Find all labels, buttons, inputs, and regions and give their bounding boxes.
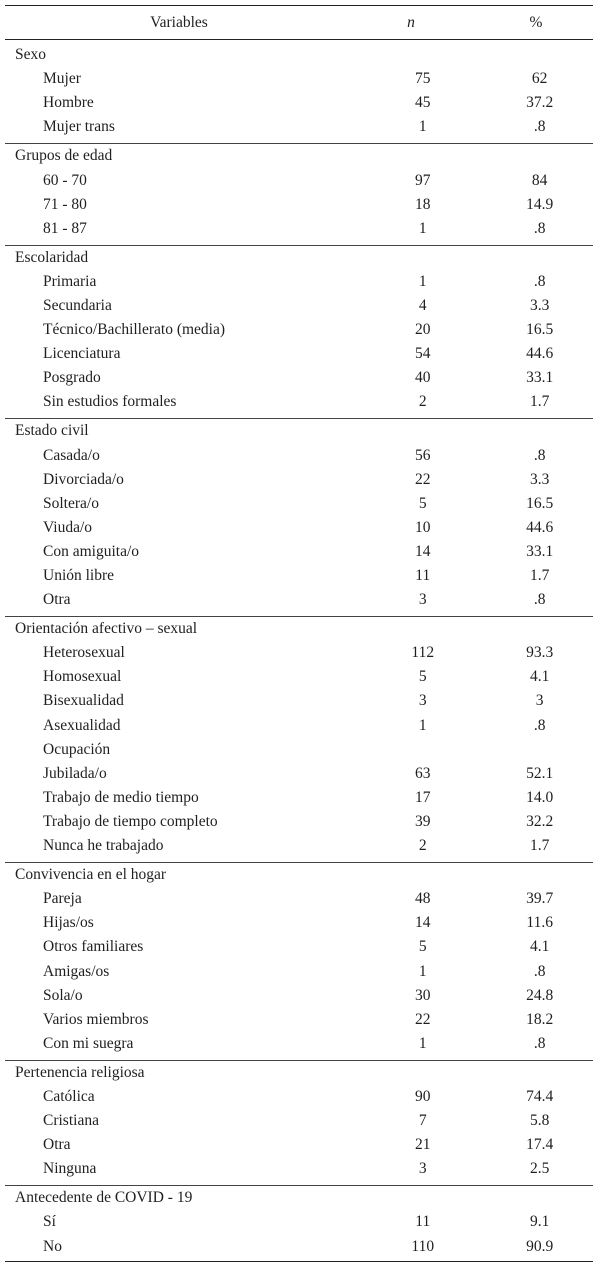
section-title-row [5, 863, 593, 887]
row-percent: 4.1 [529, 668, 550, 686]
row-percent: .8 [533, 219, 546, 237]
table-body [5, 40, 593, 1259]
row-label: Otra [43, 591, 71, 609]
row-percent: 17.4 [526, 1136, 554, 1154]
table-header [5, 6, 593, 39]
row-percent: .8 [533, 962, 546, 980]
row-n: 97 [415, 171, 431, 189]
table-row [5, 168, 593, 192]
row-label: Católica [43, 1087, 95, 1105]
table-row [5, 935, 593, 959]
table-row [5, 318, 593, 342]
row-label: Mujer [43, 70, 81, 88]
row-percent: .8 [533, 716, 546, 734]
row-n: 1 [418, 272, 427, 290]
header-percent: % [529, 13, 543, 31]
row-label: Jubilada/o [43, 764, 107, 782]
row-label: Viuda/o [43, 518, 93, 536]
row-label: Amigas/os [43, 962, 110, 980]
row-percent: 62 [531, 70, 548, 88]
table-row [5, 1210, 593, 1234]
row-n: 40 [415, 369, 431, 387]
header-n: n [407, 13, 415, 31]
table-row [5, 1008, 593, 1032]
row-percent: 24.8 [526, 986, 554, 1004]
row-n: 21 [415, 1136, 431, 1154]
row-n: 75 [415, 70, 431, 88]
table-row [5, 786, 593, 810]
row-label: Sin estudios formales [43, 393, 177, 411]
row-label: Asexualidad [43, 716, 121, 734]
table-row [5, 444, 593, 468]
row-label: Mujer trans [43, 118, 115, 136]
row-n: 20 [415, 321, 431, 339]
table-row [5, 564, 593, 588]
row-label: Otros familiares [43, 938, 144, 956]
row-label: Técnico/Bachillerato (media) [43, 321, 226, 339]
row-percent: 3.3 [529, 296, 550, 314]
row-n: 4 [418, 296, 427, 314]
row-n: 22 [415, 1010, 431, 1028]
demographics-table [5, 5, 593, 1262]
row-n: 1 [418, 716, 427, 734]
row-label: Heterosexual [43, 644, 125, 662]
table-row [5, 959, 593, 983]
row-percent: 74.4 [526, 1087, 554, 1105]
row-percent: 14.0 [526, 788, 554, 806]
table-row [5, 366, 593, 390]
row-n: 11 [415, 1213, 431, 1231]
row-n: 3 [418, 591, 427, 609]
section-title-row [5, 617, 593, 641]
row-label: 60 - 70 [43, 171, 87, 189]
table-row [5, 810, 593, 834]
table-row [5, 762, 593, 786]
row-percent: .8 [533, 272, 546, 290]
row-label: Divorciada/o [43, 470, 124, 488]
table-row [5, 193, 593, 217]
row-percent: 33.1 [526, 542, 554, 560]
row-n: 5 [418, 494, 427, 512]
row-percent: 33.1 [526, 369, 554, 387]
row-label: Homosexual [43, 668, 122, 686]
row-n: 112 [411, 644, 435, 662]
row-n: 11 [415, 567, 431, 585]
table-row [5, 1157, 593, 1181]
row-percent: 4.1 [529, 938, 550, 956]
table-row [5, 115, 593, 139]
row-percent: 93.3 [526, 644, 554, 662]
row-label: Secundaria [43, 296, 112, 314]
row-percent: 32.2 [526, 812, 554, 830]
row-n: 63 [415, 764, 431, 782]
row-percent: 44.6 [526, 345, 554, 363]
table-row [5, 984, 593, 1008]
bottom-rule [5, 1261, 593, 1262]
table-row [5, 1032, 593, 1056]
section-title-row [5, 419, 593, 443]
table-row [5, 1085, 593, 1109]
section-title: Pertenencia religiosa [15, 1063, 145, 1081]
row-n: 14 [415, 542, 431, 560]
row-n: 90 [415, 1087, 431, 1105]
row-label: Nunca he trabajado [43, 837, 164, 855]
row-label: 71 - 80 [43, 195, 87, 213]
table-row [5, 492, 593, 516]
table-row [5, 738, 593, 762]
row-label: Casada/o [43, 446, 100, 464]
table-row [5, 91, 593, 115]
table-row [5, 217, 593, 241]
row-percent: 3.3 [529, 470, 550, 488]
row-percent: 16.5 [526, 321, 554, 339]
row-percent: 39.7 [526, 890, 554, 908]
row-n: 7 [418, 1112, 427, 1130]
row-label: Hombre [43, 94, 94, 112]
row-percent: 3 [535, 692, 544, 710]
row-percent: 84 [531, 171, 548, 189]
row-label: Unión libre [43, 567, 115, 585]
section-title: Estado civil [15, 422, 89, 440]
section-title: Orientación afectivo – sexual [15, 620, 198, 638]
row-percent: .8 [533, 1034, 546, 1052]
row-label: Con mi suegra [43, 1034, 134, 1052]
section-title: Escolaridad [15, 248, 89, 266]
section-title-row [5, 1061, 593, 1085]
row-label: Bisexualidad [43, 692, 124, 710]
row-n: 30 [415, 986, 431, 1004]
row-label: Soltera/o [43, 494, 99, 512]
row-label: Ocupación [43, 740, 111, 758]
row-percent: .8 [533, 591, 546, 609]
row-n: 2 [418, 393, 427, 411]
table-row [5, 641, 593, 665]
row-n: 14 [415, 914, 431, 932]
row-percent: 14.9 [526, 195, 554, 213]
row-n: 56 [415, 446, 431, 464]
table-row [5, 588, 593, 612]
row-n: 1 [418, 219, 427, 237]
row-n: 5 [418, 938, 427, 956]
row-label: Otra [43, 1136, 71, 1154]
table-row [5, 665, 593, 689]
row-n: 45 [415, 94, 431, 112]
row-n: 10 [415, 518, 431, 536]
row-percent: 37.2 [526, 94, 554, 112]
row-percent: 2.5 [529, 1160, 550, 1178]
row-percent: 90.9 [526, 1237, 554, 1255]
row-label: Sola/o [43, 986, 83, 1004]
row-label: Varios miembros [43, 1010, 149, 1028]
row-label: Con amiguita/o [43, 542, 140, 560]
row-label: Hijas/os [43, 914, 94, 932]
table-row [5, 342, 593, 366]
section-title: Sexo [15, 46, 46, 64]
table-row [5, 714, 593, 738]
table-row [5, 1133, 593, 1157]
section-title-row [5, 43, 593, 67]
row-n: 1 [418, 118, 427, 136]
row-n: 48 [415, 890, 431, 908]
row-label: Primaria [43, 272, 97, 290]
row-percent: 18.2 [526, 1010, 554, 1028]
row-n: 18 [415, 195, 431, 213]
row-label: No [43, 1237, 62, 1255]
row-percent: 44.6 [526, 518, 554, 536]
row-percent: 1.7 [529, 393, 550, 411]
section-title-row [5, 1186, 593, 1210]
row-label: Cristiana [43, 1112, 99, 1130]
row-n: 17 [415, 788, 431, 806]
row-n: 22 [415, 470, 431, 488]
row-label: Trabajo de medio tiempo [43, 788, 199, 806]
row-percent: .8 [533, 446, 546, 464]
table-row [5, 468, 593, 492]
row-n: 3 [418, 1160, 427, 1178]
table-row [5, 834, 593, 858]
row-label: Posgrado [43, 369, 101, 387]
row-percent: 9.1 [529, 1213, 550, 1231]
row-percent: 16.5 [526, 494, 554, 512]
table-row [5, 390, 593, 414]
row-percent: 5.8 [529, 1112, 550, 1130]
row-n: 3 [418, 692, 427, 710]
table-row [5, 1109, 593, 1133]
table-row [5, 294, 593, 318]
row-label: Sí [43, 1213, 56, 1231]
table-row [5, 1235, 593, 1259]
header-variables: Variables [150, 13, 208, 31]
row-label: Licenciatura [43, 345, 121, 363]
row-n: 54 [415, 345, 431, 363]
table-row [5, 689, 593, 713]
section-title-row [5, 144, 593, 168]
row-percent: 1.7 [529, 567, 550, 585]
row-n: 1 [418, 1034, 427, 1052]
row-label: Ninguna [43, 1160, 97, 1178]
table-row [5, 911, 593, 935]
section-title: Antecedente de COVID - 19 [15, 1189, 193, 1207]
table-row [5, 270, 593, 294]
table-row [5, 67, 593, 91]
table-row [5, 516, 593, 540]
row-label: 81 - 87 [43, 219, 87, 237]
row-label: Pareja [43, 890, 82, 908]
row-percent: 1.7 [529, 837, 550, 855]
row-n: 5 [418, 668, 427, 686]
table-row [5, 540, 593, 564]
row-n: 1 [418, 962, 427, 980]
table-row [5, 887, 593, 911]
row-label: Trabajo de tiempo completo [43, 812, 218, 830]
section-title: Grupos de edad [15, 147, 113, 165]
row-percent: .8 [533, 118, 546, 136]
row-percent: 52.1 [526, 764, 554, 782]
row-n: 39 [415, 812, 431, 830]
row-n: 2 [418, 837, 427, 855]
section-title: Convivencia en el hogar [15, 866, 167, 884]
section-title-row [5, 246, 593, 270]
row-n: 110 [411, 1237, 435, 1255]
row-percent: 11.6 [526, 914, 553, 932]
